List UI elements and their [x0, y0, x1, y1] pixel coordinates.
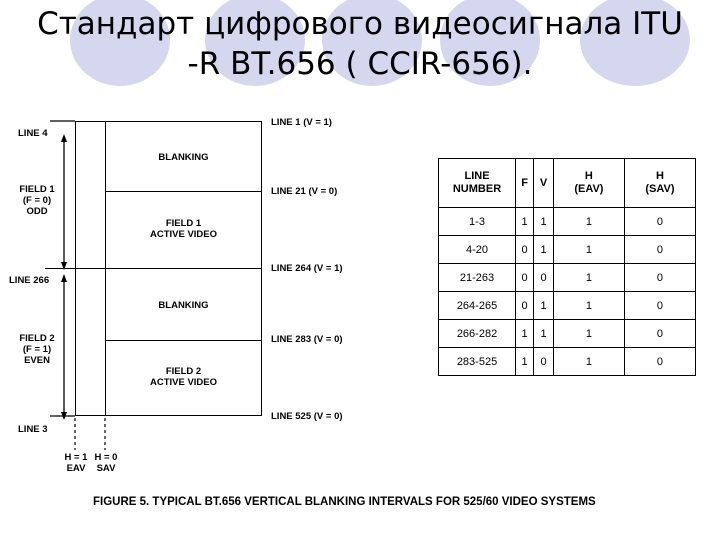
table-row	[439, 348, 696, 376]
line525-label: LINE 525 (V = 0)	[271, 411, 343, 422]
table-row	[439, 208, 696, 236]
table-cell: 1	[553, 236, 624, 264]
line4-label: LINE 4	[18, 128, 48, 139]
table-cell: 1	[516, 208, 534, 236]
table-cell: 1	[553, 208, 624, 236]
title-line-1: Стандарт цифрового видеосигнала ITU	[37, 6, 683, 42]
table-cell: 1-3	[439, 208, 516, 236]
table-cell: 0	[516, 264, 534, 292]
eav-name: EAV	[66, 463, 86, 474]
table-cell: 0	[516, 292, 534, 320]
field1-f-value: (F = 0)	[22, 195, 52, 206]
table-header-cell	[439, 159, 516, 208]
table-cell: 0	[516, 236, 534, 264]
line264-label: LINE 264 (V = 1)	[271, 263, 343, 274]
table-header-text: H	[655, 170, 664, 182]
table-header-text: NUMBER	[452, 183, 502, 195]
field1-name: FIELD 1	[19, 184, 55, 195]
h0-value: H = 0	[94, 452, 118, 463]
field1-parity: ODD	[26, 206, 48, 217]
table-header-text: V	[539, 176, 548, 189]
field1-active-title: FIELD 1	[165, 218, 202, 229]
table-cell: 21-263	[439, 264, 516, 292]
table-cell: 1	[516, 348, 534, 376]
table-cell: 0	[624, 320, 695, 348]
table-cell: 0	[534, 264, 554, 292]
figure-caption: FIGURE 5. TYPICAL BT.656 VERTICAL BLANKING INTERVALS FOR 525/60 VIDEO SYSTEMS	[93, 496, 596, 508]
table-cell: 0	[624, 208, 695, 236]
table-cell: 1	[534, 236, 554, 264]
table-cell: 1	[534, 208, 554, 236]
table-header-row	[439, 159, 696, 208]
table-cell: 266-282	[439, 320, 516, 348]
field2-arrow-head-top	[61, 274, 67, 282]
field1-arrow-head-bottom	[61, 262, 67, 270]
h1-value: H = 1	[64, 452, 88, 463]
field1-arrow-head-top	[61, 134, 67, 142]
field2-active-subtitle: ACTIVE VIDEO	[149, 377, 218, 388]
field2-f-value: (F = 1)	[22, 344, 52, 355]
line3-label: LINE 3	[18, 424, 48, 435]
table-header-text: H	[584, 170, 593, 182]
field2-name: FIELD 2	[19, 333, 55, 344]
line283-label: LINE 283 (V = 0)	[271, 334, 343, 345]
table-header-text: F	[521, 176, 528, 189]
table-row	[439, 264, 696, 292]
table-cell: 1	[553, 348, 624, 376]
field1-active-subtitle: ACTIVE VIDEO	[149, 229, 218, 240]
title-line-2: -R BT.656 ( CCIR-656).	[187, 46, 533, 82]
table-cell: 283-525	[439, 348, 516, 376]
table-header-cell	[534, 159, 554, 208]
table-cell: 1	[534, 320, 554, 348]
table-header-text: (EAV)	[574, 183, 604, 195]
table-row	[439, 292, 696, 320]
field2-active-title: FIELD 2	[165, 366, 202, 377]
table-header-cell	[516, 159, 534, 208]
table-cell: 0	[534, 348, 554, 376]
table-cell: 1	[553, 264, 624, 292]
table-cell: 0	[624, 236, 695, 264]
table-header-cell	[553, 159, 624, 208]
table-cell: 1	[516, 320, 534, 348]
line21-label: LINE 21 (V = 0)	[271, 186, 338, 197]
blanking-block-1-label: BLANKING	[158, 152, 209, 163]
line266-label: LINE 266	[9, 275, 50, 286]
sav-name: SAV	[96, 463, 116, 474]
table-cell: 0	[624, 292, 695, 320]
table-cell: 1	[534, 292, 554, 320]
table-header-text: LINE	[464, 170, 490, 182]
line1-label: LINE 1 (V = 1)	[271, 117, 332, 128]
state-table-wrapper	[438, 158, 696, 375]
table-cell: 1	[553, 292, 624, 320]
table-cell: 0	[624, 264, 695, 292]
table-header-text: (SAV)	[645, 183, 675, 195]
table-cell: 4-20	[439, 236, 516, 264]
table-cell: 1	[553, 320, 624, 348]
state-table	[438, 158, 696, 376]
table-cell: 0	[624, 348, 695, 376]
table-cell: 264-265	[439, 292, 516, 320]
field2-parity: EVEN	[24, 355, 50, 366]
table-row	[439, 320, 696, 348]
blanking-block-2-label: BLANKING	[158, 300, 209, 311]
table-row	[439, 236, 696, 264]
table-header-cell	[624, 159, 695, 208]
